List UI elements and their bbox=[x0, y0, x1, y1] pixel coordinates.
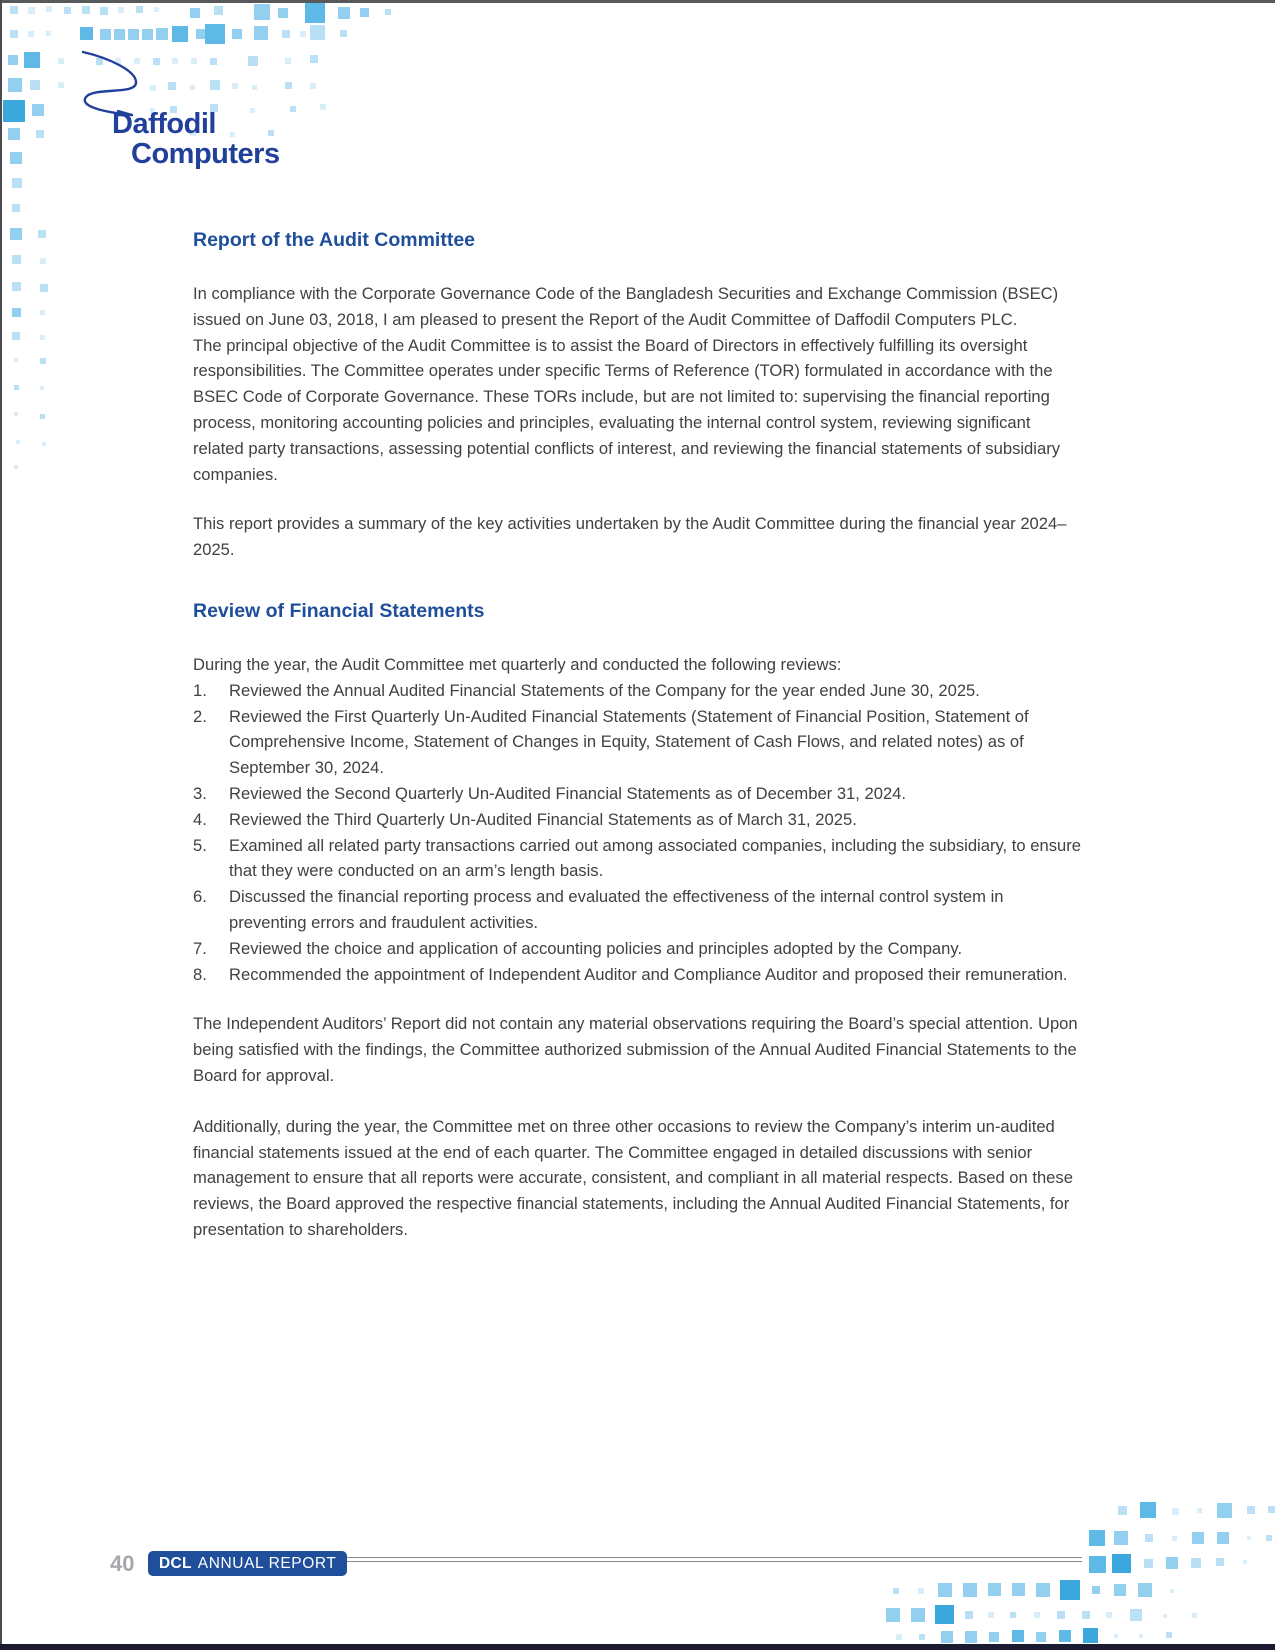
page-top-border bbox=[0, 0, 1275, 3]
review-list bbox=[193, 678, 1085, 988]
badge-dcl-label: DCL bbox=[159, 1554, 192, 1572]
paragraph-auditors-report: The Independent Auditors’ Report did not contain any material observations requiring the Board’s special attention. Upon being satisfied with the findings, the Committee authorized submission of the Annual Audited Financial Statements to the Board for approval. bbox=[193, 1014, 1078, 1085]
paragraph-summary: This report provides a summary of the key activities undertaken by the Audit Committee during the financial year 2024–2025. bbox=[193, 514, 1067, 560]
report-content bbox=[193, 228, 1085, 1243]
report-heading: Report of the Audit Committee bbox=[193, 229, 476, 251]
logo-computers: Computers bbox=[131, 138, 280, 170]
list-item: Reviewed the Third Quarterly Un-Audited Financial Statements as of March 31, 2025. bbox=[229, 809, 857, 829]
logo-daffodil: Daffodil bbox=[112, 108, 216, 140]
list-item: Examined all related party transactions carried out among associated companies, including the subsidiary, to ensure that they were conducted on an arm’s length basis. bbox=[229, 835, 1081, 881]
report-badge bbox=[148, 1551, 347, 1576]
paragraph-compliance: In compliance with the Corporate Governance Code of the Bangladesh Securities and Exchange Commission (BSEC) issued on June 03, 2018, I am pleased to present the Report of the Audit Committee of Daffodil Computers PLC. bbox=[193, 284, 1059, 329]
list-item: Reviewed the Annual Audited Financial Statements of the Company for the year ended June 30, 2025. bbox=[229, 680, 980, 700]
footer-double-rule bbox=[300, 1557, 1082, 1562]
list-item: Reviewed the First Quarterly Un-Audited Financial Statements (Statement of Financial Position, Statement of Comprehensive Income, Statement of Changes in Equity, Statement of Cash Flows, and related notes) as of September 30, 2024. bbox=[229, 706, 1029, 778]
review-heading: Review of Financial Statements bbox=[193, 599, 485, 622]
list-item: Discussed the financial reporting process and evaluated the effectiveness of the internal control system in preventing errors and fraudulent activities. bbox=[229, 887, 1004, 932]
page-number: 40 bbox=[110, 1551, 135, 1576]
paragraph-reviews-intro: During the year, the Audit Committee met quarterly and conducted the following reviews: bbox=[193, 654, 842, 674]
page-bottom-border bbox=[0, 1644, 1275, 1650]
list-item: Reviewed the choice and application of accounting policies and principles adopted by the Company. bbox=[229, 938, 963, 958]
badge-annual-report-label: ANNUAL REPORT bbox=[197, 1554, 337, 1572]
list-item: Recommended the appointment of Independent Auditor and Compliance Auditor and proposed their remuneration. bbox=[229, 964, 1068, 984]
paragraph-objective: The principal objective of the Audit Committee is to assist the Board of Directors in effectively fulfilling its oversight responsibilities. The Committee operates under specific Terms of Reference (TOR) formulated in accordance with the BSEC Code of Corporate Governance. These TORs include, but are not limited to: supervising the financial reporting process, monitoring accounting policies and principles, evaluating the internal control system, reviewing significant related party transactions, assessing potential conflicts of interest, and reviewing the financial statements of subsidiary companies. bbox=[193, 335, 1061, 484]
paragraph-additional: Additionally, during the year, the Committee met on three other occasions to review the Company’s interim un-audited financial statements issued at the end of each quarter. The Committee engaged in detailed discussions with senior management to ensure that all reports were accurate, consistent, and compliant in all material respects. Based on these reviews, the Board approved the respective financial statements, including the Annual Audited Financial Statements, for presentation to shareholders. bbox=[193, 1116, 1073, 1239]
page-left-border bbox=[0, 0, 2, 1650]
list-item: Reviewed the Second Quarterly Un-Audited Financial Statements as of December 31, 2024. bbox=[229, 783, 907, 803]
